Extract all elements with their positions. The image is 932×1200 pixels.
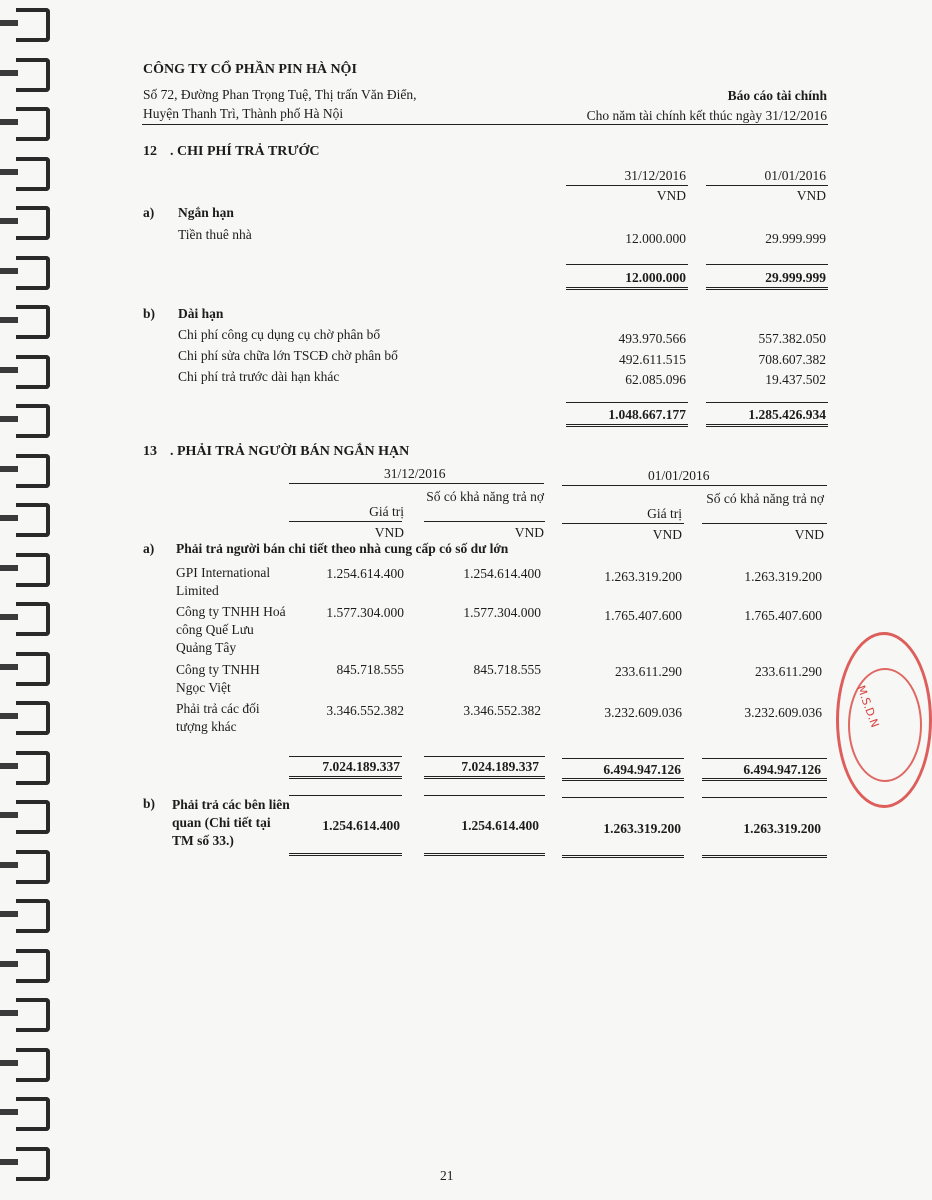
note13-total-rule4 <box>702 758 827 759</box>
note13-date-2016-rule <box>289 483 544 484</box>
note12-a-total-2015: 29.999.999 <box>765 270 826 285</box>
company-address-line1: Số 72, Đường Phan Trọng Tuệ, Thị trấn Văn Điển, <box>143 87 417 102</box>
binding-ring <box>16 305 50 339</box>
note13-row-value: 1.254.614.400 <box>463 566 541 581</box>
stamp-text: M.S.D.N <box>854 683 882 730</box>
note13-total-dline1 <box>289 776 402 779</box>
note12-b-total-dline1 <box>566 424 688 427</box>
report-title: Báo cáo tài chính <box>727 88 827 103</box>
note13-col3-currency: VND <box>652 527 682 542</box>
binding-ring <box>16 404 50 438</box>
note13-total-1: 7.024.189.337 <box>322 759 400 774</box>
binding-hole <box>0 1159 18 1165</box>
binding-ring <box>16 1147 50 1181</box>
note12-col1-date: 31/12/2016 <box>624 168 686 183</box>
note12-a-row-value-2015: 29.999.999 <box>765 231 826 246</box>
company-name: CÔNG TY CỔ PHẦN PIN HÀ NỘI <box>143 62 357 77</box>
note13-total-dline2 <box>424 776 545 779</box>
binding-hole <box>0 1109 18 1115</box>
binding-ring <box>16 454 50 488</box>
binding-hole <box>0 20 18 26</box>
binding-ring <box>16 107 50 141</box>
note13-row-value: 3.346.552.382 <box>463 703 541 718</box>
note13-col-payable-2015: Số có khả năng trả nợ <box>706 491 824 506</box>
note12-a-total-rule1 <box>566 264 688 265</box>
note13-col4-rule <box>702 523 827 524</box>
note13-a-letter: a) <box>143 541 155 556</box>
page-number: 21 <box>440 1168 454 1183</box>
binding-ring <box>16 58 50 92</box>
note12-a-letter: a) <box>143 205 155 220</box>
binding-hole <box>0 961 18 967</box>
note13-row-value: 3.232.609.036 <box>744 705 822 720</box>
binding-ring <box>16 553 50 587</box>
note13-col-payable-2016: Số có khả năng trả nợ <box>426 489 544 504</box>
note12-a-total-dline1 <box>566 287 688 290</box>
note13-date-2015-rule <box>562 485 827 486</box>
note12-b-title: Dài hạn <box>178 306 224 321</box>
binding-hole <box>0 268 18 274</box>
note12-b-row-value-2016: 492.611.515 <box>619 352 686 367</box>
note13-b-rule3 <box>562 797 684 798</box>
header-rule <box>142 124 828 125</box>
binding-ring <box>16 1048 50 1082</box>
note13-row-value: 845.718.555 <box>473 662 541 677</box>
note12-title: . CHI PHÍ TRẢ TRƯỚC <box>170 144 320 159</box>
note13-row-value: 1.577.304.000 <box>326 605 404 620</box>
note13-total-rule2 <box>424 756 545 757</box>
note12-col2-currency: VND <box>796 188 826 203</box>
note13-title: . PHẢI TRẢ NGƯỜI BÁN NGẮN HẠN <box>170 444 410 459</box>
binding-hole <box>0 70 18 76</box>
note12-b-row-value-2015: 19.437.502 <box>765 372 826 387</box>
note12-b-row-label: Chi phí công cụ dụng cụ chờ phân bổ <box>178 327 381 342</box>
note13-b-dline1 <box>289 853 402 856</box>
company-address-line2: Huyện Thanh Trì, Thành phố Hà Nội <box>143 106 344 121</box>
note13-row-value: 3.232.609.036 <box>604 705 682 720</box>
note12-a-total-2016: 12.000.000 <box>625 270 686 285</box>
binding-ring <box>16 256 50 290</box>
binding-ring <box>16 355 50 389</box>
note12-a-total-rule2 <box>706 264 828 265</box>
note13-b-label: Phải trả các bên liên quan (Chi tiết tại TM số 33.) <box>172 797 290 848</box>
note13-row-label: Công ty TNHH Hoá công Quế Lưu Quảng Tây <box>176 604 286 655</box>
spiral-binding <box>0 0 60 1200</box>
note13-col-value-2015: Giá trị <box>647 506 682 521</box>
note12-b-total-2015: 1.285.426.934 <box>748 407 826 422</box>
binding-ring <box>16 998 50 1032</box>
note13-row-value: 1.263.319.200 <box>604 569 682 584</box>
note13-b-dline2 <box>424 853 545 856</box>
note12-b-total-rule1 <box>566 402 688 403</box>
note13-b-value: 1.254.614.400 <box>461 818 539 833</box>
binding-hole <box>0 812 18 818</box>
binding-ring <box>16 652 50 686</box>
note13-row-value: 1.765.407.600 <box>604 608 682 623</box>
binding-hole <box>0 862 18 868</box>
note13-number: 13 <box>143 444 157 459</box>
note12-b-row-value-2015: 557.382.050 <box>758 331 826 346</box>
binding-ring <box>16 800 50 834</box>
report-period: Cho năm tài chính kết thúc ngày 31/12/2016 <box>586 108 827 123</box>
binding-hole <box>0 515 18 521</box>
binding-hole <box>0 614 18 620</box>
note12-number: 12 <box>143 144 157 159</box>
note12-b-letter: b) <box>143 306 156 321</box>
note13-row-label: Phải trả các đối tượng khác <box>176 701 260 734</box>
note12-b-total-rule2 <box>706 402 828 403</box>
note13-row-label: GPI International Limited <box>176 565 271 598</box>
note12-col1-currency: VND <box>656 188 686 203</box>
note13-col1-currency: VND <box>374 525 404 540</box>
binding-hole <box>0 416 18 422</box>
note12-b-row-value-2016: 493.970.566 <box>618 331 686 346</box>
note13-row-value: 233.611.290 <box>615 664 682 679</box>
note13-total-rule1 <box>289 756 402 757</box>
note12-b-row-value-2016: 62.085.096 <box>625 372 686 387</box>
note13-row-label: Công ty TNHH Ngọc Việt <box>176 662 260 695</box>
binding-hole <box>0 119 18 125</box>
note12-a-total-dline2 <box>706 287 828 290</box>
binding-ring <box>16 899 50 933</box>
note13-total-dline4 <box>702 778 827 781</box>
note13-total-dline3 <box>562 778 684 781</box>
binding-hole <box>0 565 18 571</box>
note13-b-rule1 <box>289 795 402 796</box>
note12-a-title: Ngắn hạn <box>178 205 234 220</box>
note12-b-row-value-2015: 708.607.382 <box>758 352 826 367</box>
note13-col-value-2016: Giá trị <box>369 504 404 519</box>
binding-hole <box>0 763 18 769</box>
binding-ring <box>16 701 50 735</box>
note12-b-total-2016: 1.048.667.177 <box>608 407 686 422</box>
note13-date-2016: 31/12/2016 <box>384 466 446 481</box>
note12-col2-rule <box>706 185 828 186</box>
note13-b-dline4 <box>702 855 827 858</box>
note13-row-value: 1.577.304.000 <box>463 605 541 620</box>
binding-ring <box>16 751 50 785</box>
binding-hole <box>0 367 18 373</box>
note13-total-4: 6.494.947.126 <box>743 762 821 777</box>
binding-hole <box>0 466 18 472</box>
note13-b-letter: b) <box>143 796 156 811</box>
note13-b-value: 1.263.319.200 <box>603 821 681 836</box>
binding-ring <box>16 1097 50 1131</box>
note13-row-value: 1.765.407.600 <box>744 608 822 623</box>
note13-col4-currency: VND <box>794 527 824 542</box>
binding-ring <box>16 602 50 636</box>
note13-col2-currency: VND <box>514 525 544 540</box>
note13-row-value: 3.346.552.382 <box>326 703 404 718</box>
note12-a-row-value-2016: 12.000.000 <box>625 231 686 246</box>
note12-b-total-dline2 <box>706 424 828 427</box>
binding-hole <box>0 1010 18 1016</box>
note13-total-3: 6.494.947.126 <box>603 762 681 777</box>
binding-ring <box>16 503 50 537</box>
binding-ring <box>16 157 50 191</box>
binding-ring <box>16 206 50 240</box>
note13-col1-rule <box>289 521 402 522</box>
note13-a-title: Phải trả người bán chi tiết theo nhà cung cấp có số dư lớn <box>176 541 509 556</box>
note12-col1-rule <box>566 185 688 186</box>
binding-hole <box>0 911 18 917</box>
note13-b-rule2 <box>424 795 545 796</box>
note13-row-value: 1.254.614.400 <box>326 566 404 581</box>
note12-col2-date: 01/01/2016 <box>764 168 826 183</box>
binding-hole <box>0 169 18 175</box>
note13-row-value: 1.263.319.200 <box>744 569 822 584</box>
note12-b-row-label: Chi phí sửa chữa lớn TSCĐ chờ phân bổ <box>178 348 398 363</box>
note13-b-value: 1.263.319.200 <box>743 821 821 836</box>
note13-date-2015: 01/01/2016 <box>648 468 710 483</box>
note13-row-value: 845.718.555 <box>336 662 404 677</box>
note13-col3-rule <box>562 523 684 524</box>
note13-total-rule3 <box>562 758 684 759</box>
note13-b-rule4 <box>702 797 827 798</box>
binding-hole <box>0 218 18 224</box>
binding-ring <box>16 8 50 42</box>
note13-total-2: 7.024.189.337 <box>461 759 539 774</box>
note13-b-value: 1.254.614.400 <box>322 818 400 833</box>
binding-hole <box>0 713 18 719</box>
note12-a-row-label: Tiền thuê nhà <box>178 227 252 242</box>
binding-hole <box>0 664 18 670</box>
binding-ring <box>16 850 50 884</box>
binding-hole <box>0 1060 18 1066</box>
note13-b-dline3 <box>562 855 684 858</box>
note12-b-row-label: Chi phí trả trước dài hạn khác <box>178 369 340 384</box>
binding-hole <box>0 317 18 323</box>
note13-col2-rule <box>424 521 545 522</box>
binding-ring <box>16 949 50 983</box>
note13-row-value: 233.611.290 <box>755 664 822 679</box>
